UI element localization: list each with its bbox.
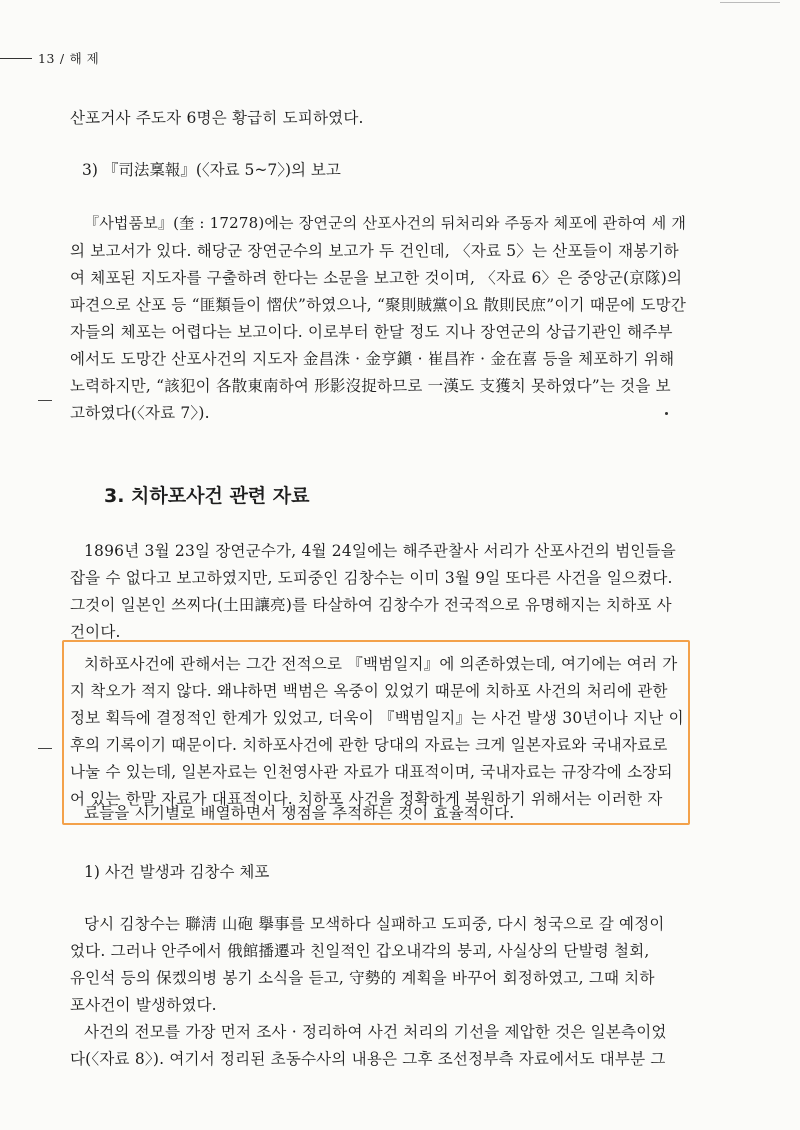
margin-mark	[38, 400, 52, 401]
text-line: 사건의 전모를 가장 먼저 조사 · 정리하여 사건 처리의 기선을 제압한 것은 일본측이었	[84, 1023, 667, 1041]
text-line: 어 있는 한말 자료가 대표적이다. 치하포 사건을 정확하게 복원하기 위해서는 이러한 자	[70, 790, 663, 808]
text-line: 다(〈자료 8〉). 여기서 정리된 초동수사의 내용은 그후 조선정부측 자료에서도 대부분 그	[70, 1050, 666, 1068]
text-line: 산포거사 주도자 6명은 황급히 도피하였다.	[70, 109, 364, 127]
text-line: 잡을 수 없다고 보고하였지만, 도피중인 김창수는 이미 3월 9일 또다른 사건을 일으켰다.	[70, 569, 673, 587]
text-line: 고하였다(〈자료 7〉).	[70, 404, 210, 422]
text-line: 여 체포된 지도자를 구출하려 한다는 소문을 보고한 것이며, 〈자료 6〉은 중앙군(京隊)의	[70, 269, 683, 287]
scan-speck	[665, 412, 668, 415]
section-heading-chihapo: 3. 치하포사건 관련 자료	[104, 485, 310, 507]
text-line: 그것이 일본인 쓰찌다(土田讓亮)를 타살하여 김창수가 전국적으로 유명해지는 치하포 사	[70, 596, 672, 614]
text-line: 당시 김창수는 聯淸 山砲 擧事를 모색하다 실패하고 도피중, 다시 청국으로 갈 예정이	[84, 915, 665, 933]
text-line: 1896년 3월 23일 장연군수가, 4월 24일에는 해주관찰사 서리가 산포사건의 범인들을	[84, 542, 676, 560]
header-rule	[0, 58, 32, 59]
text-line: 의 보고서가 있다. 해당군 장연군수의 보고가 두 건인데, 〈자료 5〉는 산포들이 재봉기하	[70, 242, 679, 260]
text-line: 나눌 수 있는데, 일본자료는 인천영사관 자료가 대표적이며, 국내자료는 규장각에 소장되	[70, 763, 673, 781]
text-line: 료들을 시기별로 배열하면서 쟁점을 추적하는 것이 효율적이다.	[84, 804, 515, 822]
text-line: 『사법품보』(奎 : 17278)에는 장연군의 산포사건의 뒤처리와 주동자 체포에 관하여 세 개	[84, 214, 687, 232]
subheading-sabeop-pumbo: 3) 『司法稟報』(〈자료 5~7〉)의 보고	[82, 161, 341, 179]
page-number: 13	[38, 50, 55, 66]
text-line: 지 착오가 적지 않다. 왜냐하면 백범은 옥중이 있었기 때문에 치하포 사건의 처리에 관한	[70, 682, 668, 700]
text-line: 에서도 도망간 산포사건의 지도자 金昌洙 · 金亨鎭 · 崔昌祚 · 金在喜 등을 체포하기 위해	[70, 350, 675, 368]
running-header	[0, 48, 99, 68]
header-separator: /	[59, 50, 65, 66]
text-line: 후의 기록이기 때문이다. 치하포사건에 관한 당대의 자료는 크게 일본자료와 국내자료로	[70, 736, 668, 754]
text-line: 파견으로 산포 등 “匪類들이 慴伏”하였으나, “聚則賊黨이요 散則民庶”이기 때문에 도망간	[70, 296, 687, 314]
text-line: 었다. 그러나 안주에서 俄館播遷과 친일적인 갑오내각의 붕괴, 사실상의 단발령 철회,	[70, 942, 650, 960]
text-line: 건이다.	[70, 623, 121, 641]
text-line: 노력하지만, “該犯이 各散東南하여 形影沒捉하므로 一漢도 支獲치 못하였다”는 것을 보	[70, 377, 671, 395]
subheading-incident: 1) 사건 발생과 김창수 체포	[84, 863, 270, 881]
text-line: 치하포사건에 관해서는 그간 전적으로 『백범일지』에 의존하였는데, 여기에는 여러 가	[84, 655, 678, 673]
text-line: 정보 획득에 결정적인 한계가 있었고, 더욱이 『백범일지』는 사건 발생 30년이나 지난 이	[70, 709, 684, 727]
header-section: 해 제	[69, 51, 100, 66]
text-line: 자들의 체포는 어렵다는 보고이다. 이로부터 한달 정도 지나 장연군의 상급기관인 해주부	[70, 323, 673, 341]
margin-mark	[38, 748, 52, 749]
scan-artifact	[720, 2, 780, 3]
text-line: 포사건이 발생하였다.	[70, 996, 217, 1014]
text-line: 유인석 등의 保켔의병 봉기 소식을 듣고, 守勢的 계획을 바꾸어 회정하였고, 그때 치하	[70, 969, 655, 987]
